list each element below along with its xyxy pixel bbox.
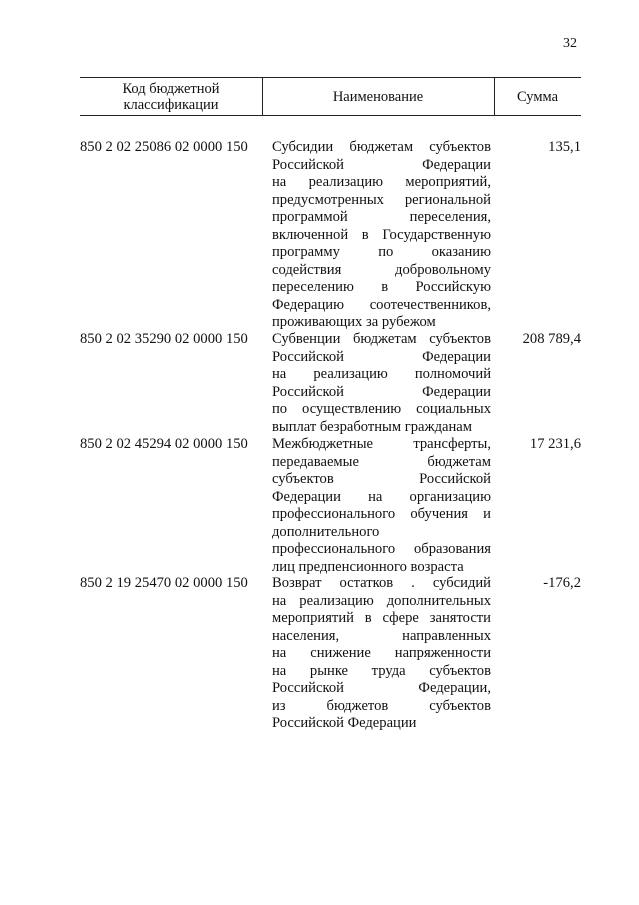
row-name [272, 139, 491, 332]
name-line: Российской Федерации, [272, 680, 491, 696]
name-line: лиц предпенсионного возраста [272, 558, 464, 575]
name-line: программу по оказанию [272, 244, 491, 260]
name-line: Российской Федерации [272, 715, 417, 731]
budget-code: 850 2 02 35290 02 0000 150 [80, 331, 248, 347]
name-line: на реализацию дополнительных [272, 592, 491, 609]
name-line: Федерацию соотечественников, [272, 296, 491, 313]
name-line: Российской Федерации [272, 156, 491, 173]
name-line: переселению в Российскую [272, 279, 491, 295]
row-name [272, 436, 491, 576]
name-line: Субвенции бюджетам субъектов [272, 331, 491, 347]
name-line: из бюджетов субъектов [272, 697, 491, 714]
header-code-column [80, 78, 262, 115]
name-line: включенной в Государственную [272, 226, 491, 243]
name-line: Российской Федерации [272, 348, 491, 365]
name-line: предусмотренных региональной [272, 191, 491, 208]
name-line: Межбюджетные трансферты, [272, 436, 491, 452]
name-line: Субсидии бюджетам субъектов [272, 139, 491, 155]
name-line: содействия добровольному [272, 261, 491, 278]
row-sum: 208 789,4 [522, 331, 581, 347]
name-line: субъектов Российской [272, 471, 491, 487]
name-line: мероприятий в сфере занятости [272, 610, 491, 626]
row-name [272, 575, 491, 733]
budget-code: 850 2 02 25086 02 0000 150 [80, 139, 248, 155]
name-line: профессионального образования [272, 541, 491, 557]
name-line: профессионального обучения и [272, 506, 491, 522]
row-sum: 135,1 [548, 139, 581, 155]
name-line: на рынке труда субъектов [272, 662, 491, 679]
name-line: по осуществлению социальных [272, 401, 491, 417]
name-line: на реализацию полномочий [272, 366, 491, 382]
table-header [80, 77, 581, 116]
row-sum: -176,2 [543, 575, 581, 591]
name-line: на реализацию мероприятий, [272, 174, 491, 190]
name-line: дополнительного [272, 523, 380, 540]
name-line: выплат безработным гражданам [272, 418, 473, 435]
name-line: Федерации на организацию [272, 488, 491, 505]
header-code-line2: классификации [123, 96, 219, 113]
name-line: проживающих за рубежом [272, 314, 436, 330]
name-line: населения, направленных [272, 627, 491, 644]
name-line: Российской Федерации [272, 383, 491, 400]
name-line: передаваемые бюджетам [272, 453, 491, 470]
page-number: 32 [563, 36, 577, 51]
header-sum-column: Сумма [516, 88, 559, 105]
name-line: Возврат остатков . субсидий [272, 575, 491, 591]
row-sum: 17 231,6 [529, 436, 581, 452]
name-line: программой переселения, [272, 209, 491, 225]
budget-code: 850 2 19 25470 02 0000 150 [80, 575, 248, 591]
row-name [272, 331, 491, 436]
header-name-column: Наименование [332, 88, 424, 105]
name-line: на снижение напряженности [272, 645, 491, 661]
header-code-line1: Код бюджетной [122, 80, 220, 97]
budget-code: 850 2 02 45294 02 0000 150 [80, 436, 248, 452]
